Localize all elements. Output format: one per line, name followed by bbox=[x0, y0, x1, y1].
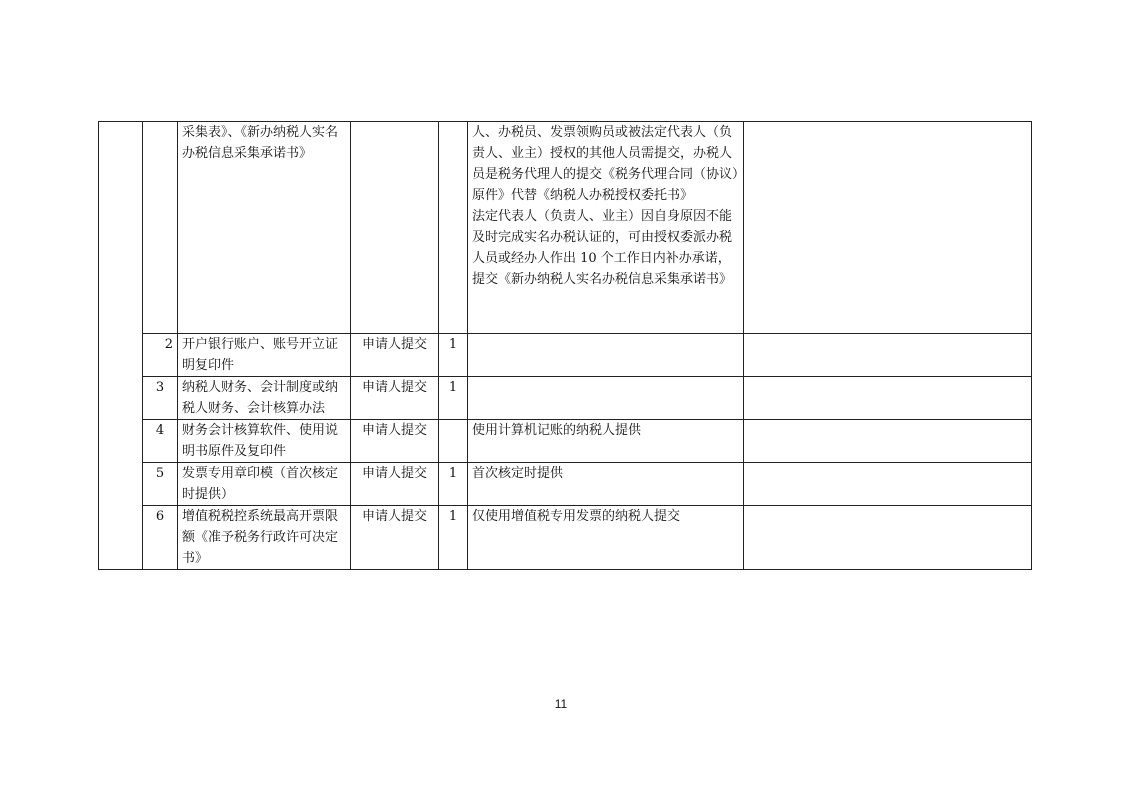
table-row bbox=[99, 463, 1032, 506]
method-cell: 申请人提交 bbox=[351, 334, 439, 377]
material-name-cell: 开户银行账户、账号开立证明复印件 bbox=[178, 334, 351, 377]
quantity-cell: 1 bbox=[439, 463, 468, 506]
quantity-cell bbox=[439, 420, 468, 463]
quantity-cell: 1 bbox=[439, 506, 468, 570]
method-cell bbox=[351, 122, 439, 334]
method-cell: 申请人提交 bbox=[351, 463, 439, 506]
method-cell: 申请人提交 bbox=[351, 420, 439, 463]
remark-cell bbox=[744, 420, 1032, 463]
table-row bbox=[99, 334, 1032, 377]
material-name-cell: 财务会计核算软件、使用说明书原件及复印件 bbox=[178, 420, 351, 463]
note-line: 法定代表人（负责人、业主）因自身原因不能及时完成实名办税认证的，可由授权委派办税人员或经办人作出 10 个工作日内补办承诺，提交《新办纳税人实名办税信息采集承诺书》 bbox=[472, 209, 733, 287]
material-name-cell: 增值税税控系统最高开票限额《准予税务行政许可决定书》 bbox=[178, 506, 351, 570]
index-cell: 2 bbox=[143, 334, 178, 377]
remark-cell bbox=[744, 122, 1032, 334]
table-row bbox=[99, 506, 1032, 570]
index-cell: 4 bbox=[143, 420, 178, 463]
table-row bbox=[99, 377, 1032, 420]
remark-cell bbox=[744, 506, 1032, 570]
index-cell: 3 bbox=[143, 377, 178, 420]
note-cell: 使用计算机记账的纳税人提供 bbox=[468, 420, 744, 463]
material-name-cell bbox=[178, 122, 351, 334]
remark-cell bbox=[744, 463, 1032, 506]
note-cell bbox=[468, 122, 744, 334]
material-name: 采集表》、《新办纳税人实名办税信息采集承诺书》 bbox=[182, 125, 339, 161]
remark-cell bbox=[744, 377, 1032, 420]
table-row-continued bbox=[99, 122, 1032, 334]
note-cell: 首次核定时提供 bbox=[468, 463, 744, 506]
remark-cell bbox=[744, 334, 1032, 377]
method-cell: 申请人提交 bbox=[351, 377, 439, 420]
quantity-cell: 1 bbox=[439, 334, 468, 377]
index-cell bbox=[143, 122, 178, 334]
method-cell: 申请人提交 bbox=[351, 506, 439, 570]
material-name-cell: 发票专用章印模（首次核定时提供） bbox=[178, 463, 351, 506]
note-line: 人、办税员、发票领购员或被法定代表人（负责人、业主）授权的其他人员需提交，办税人员是税务代理人的提交《税务代理合同（协议）原件》代替《纳税人办税授权委托书》 bbox=[472, 125, 739, 203]
note-cell: 仅使用增值税专用发票的纳税人提交 bbox=[468, 506, 744, 570]
category-cell bbox=[99, 122, 143, 570]
material-name-cell: 纳税人财务、会计制度或纳税人财务、会计核算办法 bbox=[178, 377, 351, 420]
index-cell: 6 bbox=[143, 506, 178, 570]
page-number: 11 bbox=[554, 697, 568, 711]
table-row bbox=[99, 420, 1032, 463]
note-cell bbox=[468, 334, 744, 377]
quantity-cell: 1 bbox=[439, 377, 468, 420]
note-cell bbox=[468, 377, 744, 420]
materials-table bbox=[98, 121, 1032, 570]
index-cell: 5 bbox=[143, 463, 178, 506]
quantity-cell bbox=[439, 122, 468, 334]
